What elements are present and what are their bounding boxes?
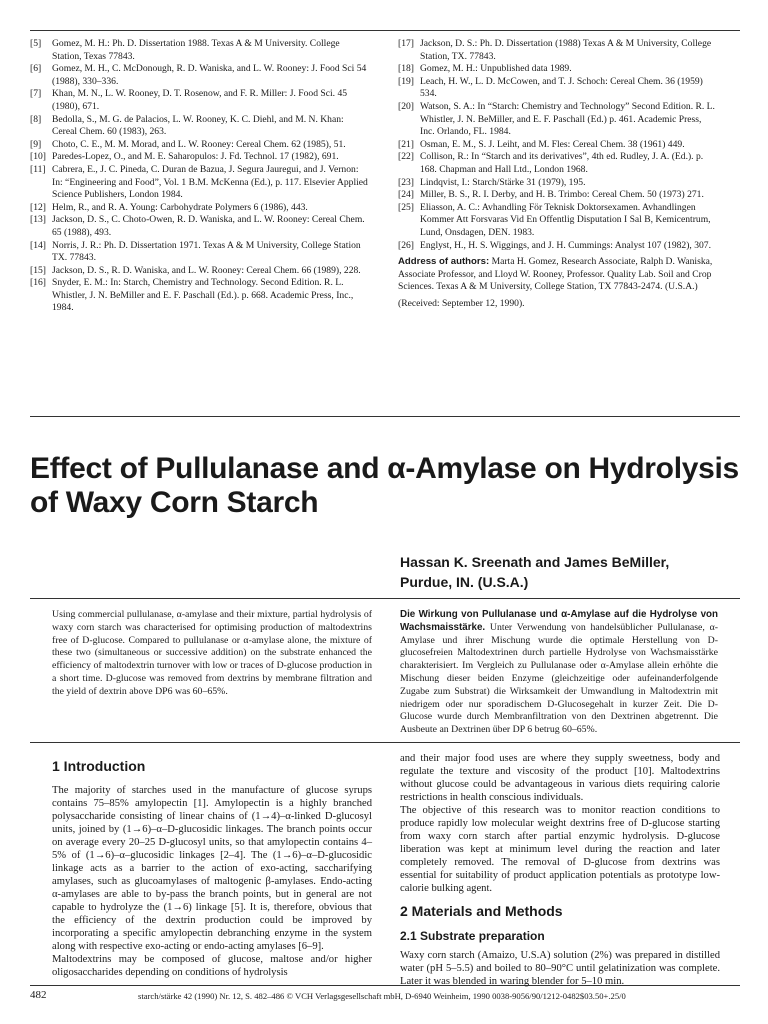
- reference-number: [8]: [30, 113, 42, 125]
- reference-number: [10]: [30, 151, 46, 163]
- abstract-rule: [30, 598, 740, 599]
- reference-text: Paredes-Lopez, O., and M. E. Saharopulos: J. Fd. Technol. 17 (1982), 691.: [52, 151, 339, 163]
- intro-right-paragraph-2: The objective of this research was to monitor reaction conditions to produce rapidly low molecular weight dextrins free of D-glucose starting from waxy corn starch after partial enzymic hydrolysis. D-glucose liberation was kept at minimum level during the reaction and later completely removed. The removal of D-glucose from dextrins was essential for suitability of product application potentials as prototype low-calorie bulking agent.: [400, 805, 720, 894]
- title-rule: [30, 416, 740, 417]
- journal-info: starch/stärke 42 (1990) Nr. 12, S. 482–486 © VCH Verlagsgesellschaft mbH, D-6940 Weinheim, 1990 0038-9056/90/1212-0482$03.50+.25/0: [138, 991, 626, 1001]
- reference-number: [14]: [30, 239, 46, 251]
- reference-text: Jackson, D. S., C. Choto-Owen, R. D. Waniska, and L. W. Rooney: Cereal Chem. 65 (1988), 493.: [52, 214, 365, 238]
- reference-text: Jackson, D. S., R. D. Waniska, and L. W. Rooney: Cereal Chem. 66 (1989), 228.: [52, 264, 361, 276]
- reference-text: Lindqvist, I.: Starch/Stärke 31 (1979), 195.: [420, 176, 586, 188]
- reference-text: Snyder, E. M.: In: Starch, Chemistry and Technology. Second Edition. R. L. Whistler, J. N. BeMiller and E. F. Paschall (Ed.). p. 668. Academic Press, Inc., 1984.: [52, 277, 354, 314]
- body-right-column: [400, 752, 720, 988]
- reference-number: [26]: [398, 239, 414, 251]
- reference-text: Cabrera, E., J. C. Pineda, C. Duran de Bazua, J. Segura Jauregui, and J. Vernon: In: “Engineering and Food”, Vol. 1 B.M. McKenna (Ed.), p. 117. Elsevier Applied Science Publishers, London 1984.: [52, 163, 368, 201]
- intro-right-paragraph-1: and their major food uses are where they supply sweetness, body and regulate the texture and viscosity of the product [10]. Maltodextrins without glucose could be advantageous in various diets requiring calorie restrictions in health conscious individuals.: [400, 753, 720, 803]
- body-rule: [30, 742, 740, 743]
- page-number: 482: [30, 989, 47, 1001]
- reference-number: [6]: [30, 63, 42, 75]
- reference-item: [398, 139, 718, 152]
- reference-item: [398, 177, 718, 190]
- reference-text: Leach, H. W., L. D. McCowen, and T. J. Schoch: Cereal Chem. 36 (1959) 534.: [420, 75, 703, 100]
- abstract-english: Using commercial pullulanase, α-amylase and their mixture, partial hydrolysis of waxy corn starch was characterised for optimising production of maltodextrins free of D-glucose. Compared to pullulanase or α-amylase alone, the mixture of these two (simultaneous or successive addition) on the substrate enhanced the efficiency of maltodextrin turnover with low or traces of D-glucose production in a short time. D-glucose was removed from dextrins by membrane filtration and the yield of dextrin above DP6 was 60–65%.: [52, 609, 372, 697]
- abstract-german: [400, 609, 718, 737]
- reference-item: [30, 63, 368, 88]
- reference-number: [20]: [398, 100, 414, 112]
- reference-text: Eliasson, A. C.: Avhandling För Teknisk Doktorsexamen. Avhandlingen Kommer Att Forsvaras Vid En Offentlig Disputation I Sal B, Kemicentrum, Lund, Onsdagen, DEN. 1983.: [420, 201, 711, 238]
- reference-text: Collison, R.: In “Starch and its derivatives”, 4th ed. Rudley, J. A. (Ed.). p. 168. Chapman and Hall Ltd., London 1968.: [420, 151, 704, 175]
- reference-number: [17]: [398, 38, 414, 49]
- reference-number: [15]: [30, 264, 46, 276]
- references-left: [30, 38, 368, 315]
- address-text: Marta H. Gomez, Research Associate, Ralph D. Waniska, Associate Professor, and Lloyd W. Rooney, Professor. Quality Lab. Soil and Crop Sciences. Texas A & M University, College Station, TX 77843-2474. (U.S.A.): [398, 256, 713, 293]
- section-methods-heading: 2 Materials and Methods: [400, 903, 563, 919]
- reference-number: [12]: [30, 201, 46, 213]
- authors: [400, 552, 669, 592]
- reference-number: [9]: [30, 138, 42, 150]
- reference-item: [398, 151, 718, 176]
- reference-number: [13]: [30, 214, 46, 226]
- footer-rule: [30, 985, 740, 986]
- reference-text: Englyst, H., H. S. Wiggings, and J. H. Cummings: Analyst 107 (1982), 307.: [420, 239, 711, 251]
- reference-item: [30, 240, 368, 265]
- reference-item: [30, 164, 368, 202]
- reference-number: [5]: [30, 38, 42, 49]
- reference-text: Miller, B. S., R. I. Derby, and H. B. Trimbo: Cereal Chem. 50 (1973) 271.: [420, 189, 704, 201]
- authors-affiliation: Purdue, IN. (U.S.A.): [400, 574, 529, 590]
- reference-number: [18]: [398, 63, 414, 75]
- subsection-substrate-heading: 2.1 Substrate preparation: [400, 929, 545, 943]
- authors-names: Hassan K. Sreenath and James BeMiller,: [400, 554, 670, 570]
- abstract-german-text: Unter Verwendung von handelsüblicher Pullulanase, α-Amylase und ihrer Mischung wurde die optimale Herstellung von D-glucosefreien Maltodextrinen durch partielle Hydrolyse von Wachsmaisstärke charakterisiert. Im Vergleich zu Pullulanase oder α-Amylase allein erhöhte die Mischung dieser beiden Enzyme (gleichzeitige oder aufeinanderfolgende Zugabe zum Substrat) die Wirksamkeit der Umwandlung in Maltodextrin mit niedrigem oder nur sporadischem D-Glucosegehalt in kurzer Zeit. Die D-Glucose wurde durch Membranfiltration von den Dextrinen abgetrennt. Die Ausbeute an Dextrinen über DP 6 betrug 60–65%.: [400, 621, 718, 736]
- reference-text: Watson, S. A.: In “Starch: Chemistry and Technology” Second Edition. R. L. Whistler, J. N. BeMiller, and E. F. Paschall (Ed.) p. 461. Academic Press, Inc. Orlando, FL. 1984.: [420, 100, 715, 138]
- reference-text: Gomez, M. H., C. McDonough, R. D. Waniska, and L. W. Rooney: J. Food Sci 54 (1988), 330–336.: [52, 63, 367, 87]
- reference-item: [30, 114, 368, 139]
- reference-text: Bedolla, S., M. G. de Palacios, L. W. Rooney, K. C. Diehl, and M. N. Khan: Cereal Chem. 60 (1983), 263.: [52, 113, 344, 138]
- reference-text: Osman, E. M., S. J. Leiht, and M. Fles: Cereal Chem. 38 (1961) 449.: [420, 138, 685, 150]
- reference-number: [22]: [398, 151, 414, 163]
- reference-text: Helm, R., and R. A. Young: Carbohydrate Polymers 6 (1986), 443.: [52, 201, 308, 213]
- reference-number: [24]: [398, 189, 414, 201]
- methods-paragraph-1: Waxy corn starch (Amaizo, U.S.A) solution (2%) was prepared in distilled water (pH 5–5.5) and boiled to 80–90°C until gelatinization was complete. Later it was blended in waring blender for 5–10 min.: [400, 950, 720, 987]
- reference-item: [398, 76, 718, 101]
- reference-text: Choto, C. E., M. M. Morad, and L. W. Rooney: Cereal Chem. 62 (1985), 51.: [52, 138, 346, 150]
- top-rule: [30, 30, 740, 31]
- author-address: [398, 256, 718, 294]
- reference-item: [30, 151, 368, 164]
- references-right: [398, 38, 718, 310]
- reference-text: Jackson, D. S.: Ph. D. Dissertation (1988) Texas A & M University, College Station, TX. 77843.: [420, 38, 712, 62]
- reference-item: [30, 214, 368, 239]
- article-title: Effect of Pullulanase and α-Amylase on Hydrolysis of Waxy Corn Starch: [30, 452, 739, 519]
- reference-item: [30, 88, 368, 113]
- reference-text: Gomez, M. H.: Unpublished data 1989.: [420, 63, 572, 75]
- reference-item: [398, 202, 718, 240]
- reference-item: [30, 277, 368, 315]
- reference-text: Gomez, M. H.: Ph. D. Dissertation 1988. Texas A & M University. College Station, Texas 77843.: [52, 38, 340, 62]
- reference-item: [398, 101, 718, 139]
- references-right-list: [398, 38, 718, 252]
- reference-number: [25]: [398, 201, 414, 213]
- received-date: (Received: September 12, 1990).: [398, 297, 525, 309]
- reference-item: [30, 139, 368, 152]
- reference-item: [30, 38, 368, 63]
- reference-number: [7]: [30, 88, 42, 100]
- abstract-german-heading: Die Wirkung von Pullulanase und α-Amylase auf die Hydrolyse von Wachsmaisstärke.: [400, 609, 718, 633]
- reference-item: [398, 189, 718, 202]
- section-introduction-heading: 1 Introduction: [52, 758, 146, 774]
- body-left-column: [52, 752, 372, 979]
- reference-number: [16]: [30, 277, 46, 289]
- reference-item: [30, 265, 368, 278]
- address-label: Address of authors:: [398, 256, 490, 268]
- reference-number: [19]: [398, 75, 414, 87]
- intro-paragraph-1: The majority of starches used in the manufacture of glucose syrups contains 75–85% amylopectin [1]. Amylopectin is a highly branched polysaccharide consisting of linear chains of (1→4)–α-linked D-glucosyl units, joined by (1→6)–α–D-glucosidic linkages. The branch points occur on average every 20–25 D-glucosyl units, so that amylopectin contains 4–5% of (1→6)–α–glucosidic linkages [2–4]. The (1→6)–α–D-glucosidic linkage acts as a barrier to the action of exo-acting, saccharifying amylases, such as glucoamylases of maltogenic β-amylases. Endo-acting α-amylases are able to by-pass the branch points, but in general are not capable to hydrolyze the (1→6) linkage [5]. It is, therefore, obvious that the efficiency of the dextrin production could be improved by incorporating a specific amylopectin debranching enzyme in the system along with respective exo-acting or endo-acting amylases [6–9].: [52, 785, 372, 952]
- reference-number: [21]: [398, 138, 414, 150]
- reference-item: [398, 38, 718, 63]
- intro-paragraph-2: Maltodextrins may be composed of glucose, maltose and/or higher oligosaccharides depending on conditions of hydrolysis: [52, 954, 372, 978]
- reference-number: [11]: [30, 163, 46, 175]
- reference-item: [30, 202, 368, 215]
- reference-text: Khan, M. N., L. W. Rooney, D. T. Rosenow, and F. R. Miller: J. Food Sci. 45 (1980), 671.: [52, 88, 348, 112]
- reference-item: [398, 240, 718, 253]
- reference-text: Norris, J. R.: Ph. D. Dissertation 1971. Texas A & M University, College Station TX. 77843.: [52, 239, 361, 264]
- reference-item: [398, 63, 718, 76]
- reference-number: [23]: [398, 176, 414, 188]
